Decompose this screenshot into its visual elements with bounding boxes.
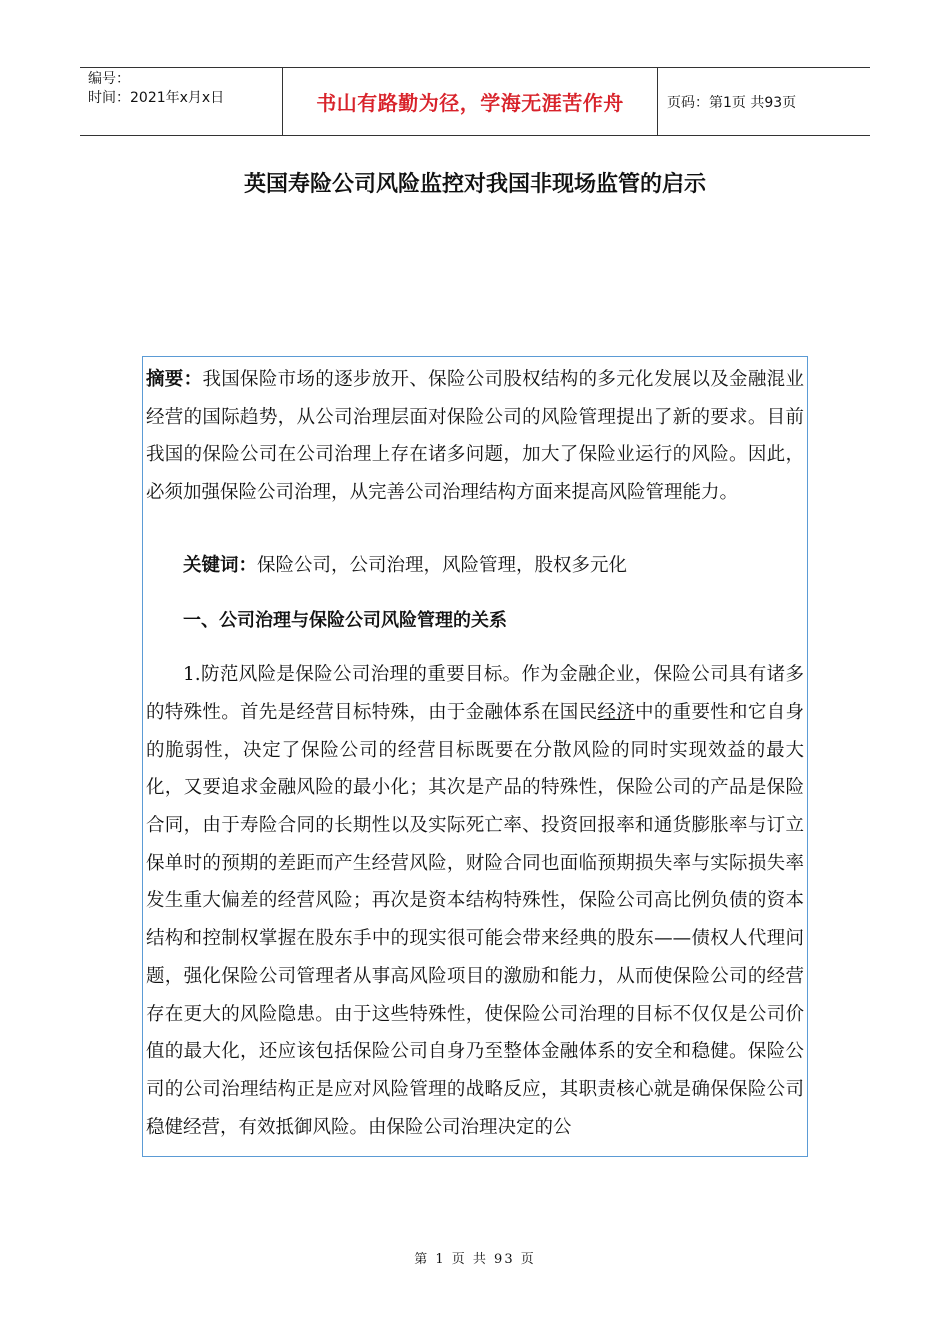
page-footer: 第 1 页 共 93 页: [414, 1252, 536, 1267]
header-page-cell: [658, 68, 870, 135]
section-heading: 一、公司治理与保险公司风险管理的关系: [183, 609, 507, 631]
header-page-info: 页码：第1页 共93页: [667, 94, 797, 111]
header-motto: 书山有路勤为径，学海无涯苦作舟: [316, 91, 624, 115]
spacer: [146, 585, 804, 602]
document-title: 英国寿险公司风险监控对我国非现场监管的启示: [243, 172, 706, 197]
keywords-paragraph: [146, 547, 804, 585]
document-header: [80, 67, 870, 136]
document-body: [146, 361, 804, 1146]
keywords-label: 关键词：: [183, 554, 258, 576]
abstract-text: 我国保险市场的逐步放开、保险公司股权结构的多元化发展以及金融混业经营的国际趋势，从公司治理层面对保险公司的风险管理提出了新的要求。目前我国的保险公司在公司治理上存在诸多问题，加大了保险业运行的风险。因此，必须加强保险公司治理，从完善公司治理结构方面来提高风险管理能力。: [146, 369, 804, 504]
header-motto-cell: [282, 68, 658, 135]
abstract-paragraph: [146, 361, 804, 512]
para1-start: 1.防范风险是保险公司治理的重要目标。作为金融企业，保险公司具有诸多的特殊性。首先是经营目标特殊，由于金融体系在国民: [146, 664, 804, 723]
keywords-text: 保险公司，公司治理，风险管理，股权多元化: [257, 554, 628, 576]
economy-link[interactable]: 经济: [597, 701, 636, 723]
content-frame: [142, 356, 808, 1157]
header-meta-cell: [80, 68, 282, 135]
spacer: [146, 512, 804, 547]
header-time-label: 时间：2021年x月x日: [88, 90, 225, 106]
abstract-label: 摘要：: [146, 369, 203, 390]
header-number-label: 编号：: [88, 71, 130, 87]
para1-rest: 中的重要性和它自身的脆弱性，决定了保险公司的经营目标既要在分散风险的同时实现效益的最大化，又要追求金融风险的最小化；其次是产品的特殊性，保险公司的产品是保险合同，由于寿险合同的长期性以及实际死亡率、投资回报率和通货膨胀率与订立保单时的预期的差距而产生经营风险，财险合同也面临预期损失率与实际损失率发生重大偏差的经营风险；再次是资本结构特殊性，保险公司高比例负债的资本结构和控制权掌握在股东手中的现实很可能会带来经典的股东——债权人代理问题，强化保险公司管理者从事高风险项目的激励和能力，从而使保险公司的经营存在更大的风险隐患。由于这些特殊性，使保险公司治理的目标不仅仅是公司价值的最大化，还应该包括保险公司自身乃至整体金融体系的安全和稳健。保险公司的公司治理结构正是应对风险管理的战略反应，其职责核心就是确保保险公司稳健经营，有效抵御风险。由保险公司治理决定的公: [146, 701, 804, 1138]
body-paragraph: [146, 656, 804, 1146]
spacer: [146, 639, 804, 656]
